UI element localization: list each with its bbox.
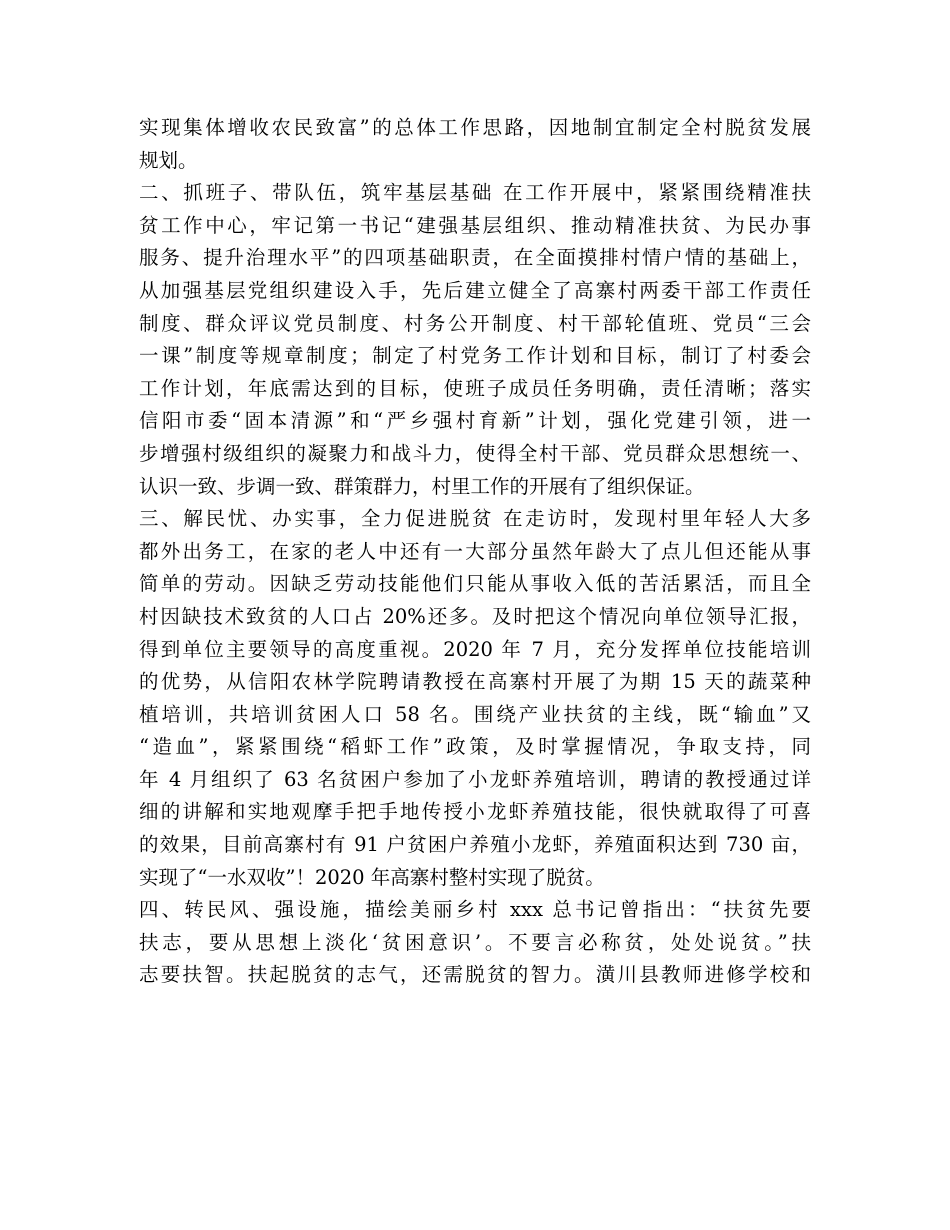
text-line: 制度、群众评议党员制度、村务公开制度、村干部轮值班、党员“三会 [139,311,811,335]
text-line: 实现集体增收农民致富”的总体工作思路，因地制宜制定全村脱贫发展 [139,116,811,139]
text-line: 村因缺技术致贫的人口占 20%还多。及时把这个情况向单位领导汇报， [139,604,811,628]
text-line: “造血”，紧紧围绕“稻虾工作”政策，及时掌握情况，争取支持，同 [139,735,811,759]
text-line: 都外出务工，在家的老人中还有一大部分虽然年龄大了点儿但还能从事 [139,539,811,563]
text-line: 的效果，目前高寨村有 91 户贫困户养殖小龙虾，养殖面积达到 730 亩， [139,833,811,857]
text-line: 二、抓班子、带队伍，筑牢基层基础 在工作开展中，紧紧围绕精准扶 [139,181,811,205]
text-line: 四、转民风、强设施，描绘美丽乡村 xxx 总书记曾指出：“扶贫先要 [139,898,811,922]
text-line: 植培训，共培训贫困人口 58 名。围绕产业扶贫的主线，既“输血”又 [139,702,811,726]
text-line: 规划。 [139,148,198,172]
text-line: 从加强基层党组织建设入手，先后建立健全了高寨村两委干部工作责任 [139,278,811,302]
text-line: 服务、提升治理水平”的四项基础职责，在全面摸排村情户情的基础上， [139,246,811,270]
text-line: 贫工作中心，牢记第一书记“建强基层组织、推动精准扶贫、为民办事 [139,213,811,237]
text-line: 的优势，从信阳农林学院聘请教授在高寨村开展了为期 15 天的蔬菜种 [139,670,811,694]
text-line: 年 4 月组织了 63 名贫困户参加了小龙虾养殖培训，聘请的教授通过详 [139,767,811,791]
text-line: 步增强村级组织的凝聚力和战斗力，使得全村干部、党员群众思想统一、 [139,441,811,465]
text-line: 信阳市委“固本清源”和“严乡强村育新”计划，强化党建引领，进一 [139,409,811,433]
text-line: 细的讲解和实地观摩手把手地传授小龙虾养殖技能，很快就取得了可喜 [139,800,811,824]
text-line: 一课”制度等规章制度；制定了村党务工作计划和目标，制订了村委会 [139,344,811,368]
body-text [139,112,811,992]
text-line: 工作计划，年底需达到的目标，使班子成员任务明确，责任清晰；落实 [139,376,811,400]
text-line: 志要扶智。扶起脱贫的志气，还需脱贫的智力。潢川县教师进修学校和 [139,963,811,987]
text-line: 实现了“一水双收”！2020 年高寨村整村实现了脱贫。 [139,865,605,889]
text-line: 三、解民忧、办实事，全力促进脱贫 在走访时，发现村里年轻人大多 [139,507,811,531]
text-line: 得到单位主要领导的高度重视。2020 年 7 月，充分发挥单位技能培训 [139,637,811,661]
text-line: 简单的劳动。因缺乏劳动技能他们只能从事收入低的苦活累活，而且全 [139,572,811,596]
text-line: 扶志，要从思想上淡化‘贫困意识’。不要言必称贫，处处说贫。”扶 [139,930,811,954]
text-line: 认识一致、步调一致、群策群力，村里工作的开展有了组织保证。 [139,474,705,498]
